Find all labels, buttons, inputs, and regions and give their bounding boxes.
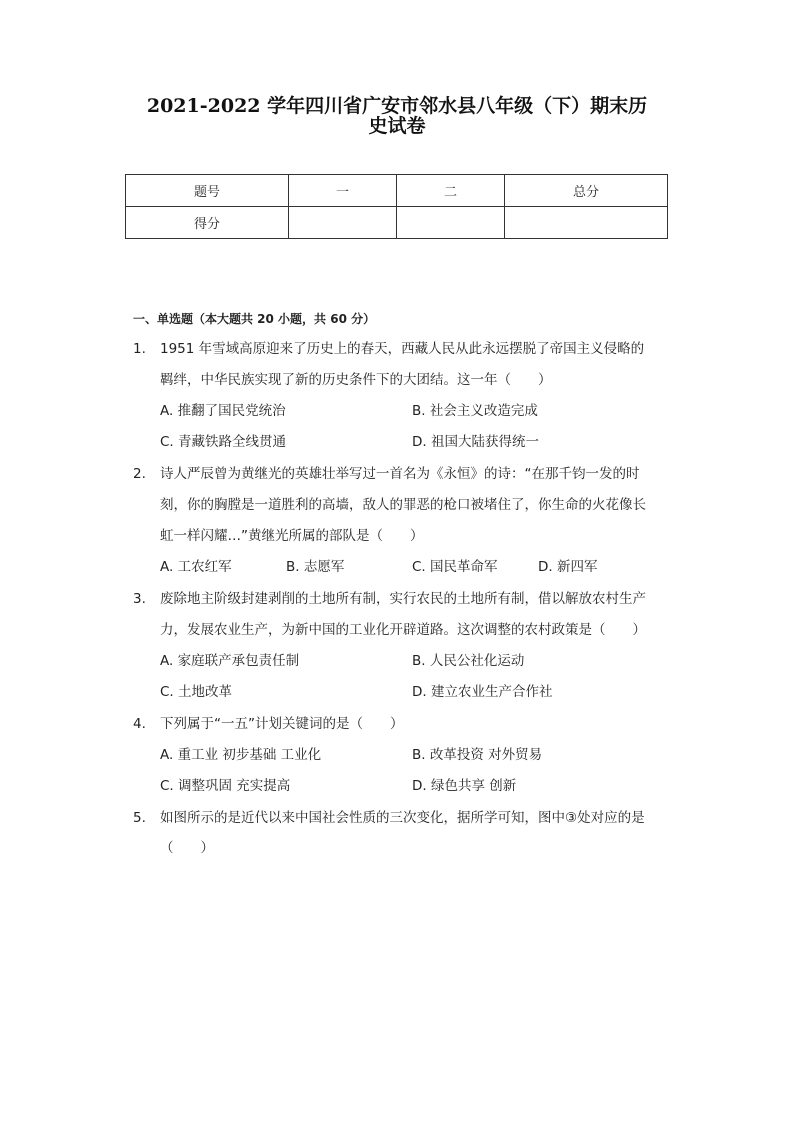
- document-title-line-2: 史试卷: [368, 115, 426, 137]
- question-number: 3.: [133, 591, 146, 607]
- score-table-header: 一: [289, 175, 397, 207]
- score-table-header: 题号: [126, 175, 289, 207]
- question-text-line: 下列属于“一五”计划关键词的是（ ）: [160, 716, 404, 732]
- answer-option-c: C. 土地改革: [160, 684, 233, 700]
- question-text-line: 废除地主阶级封建剥削的土地所有制，实行农民的土地所有制，借以解放农村生产: [160, 591, 646, 607]
- answer-option-d: D. 建立农业生产合作社: [412, 684, 553, 700]
- score-row-label: 得分: [126, 207, 289, 239]
- answer-option-a: A. 推翻了国民党统治: [160, 403, 286, 419]
- score-table-header: 总分: [505, 175, 668, 207]
- score-table-header: 二: [397, 175, 505, 207]
- answer-option-c: C. 调整巩固 充实提高: [160, 778, 291, 794]
- answer-option-d: D. 绿色共享 创新: [412, 778, 517, 794]
- question-text-line: 诗人严辰曾为黄继光的英雄壮举写过一首名为《永恒》的诗：“在那千钧一发的时: [160, 466, 640, 482]
- question-number: 1.: [133, 341, 146, 357]
- score-cell: [397, 207, 505, 239]
- score-cell: [505, 207, 668, 239]
- score-table: [125, 174, 668, 239]
- score-table-score-row: [126, 207, 668, 239]
- question-text-line: 虹一样闪耀…”黄继光所属的部队是（ ）: [160, 528, 424, 544]
- document-title-line-1: 2021-2022 学年四川省广安市邻水县八年级（下）期末历: [146, 95, 648, 117]
- score-table-header-row: [126, 175, 668, 207]
- question-number: 4.: [133, 716, 146, 732]
- answer-option-d: D. 祖国大陆获得统一: [412, 434, 539, 450]
- question-number: 2.: [133, 466, 146, 482]
- answer-option-a: A. 工农红军: [160, 559, 232, 575]
- question-number: 5.: [133, 810, 146, 826]
- answer-option-b: B. 人民公社化运动: [412, 653, 525, 669]
- answer-option-a: A. 重工业 初步基础 工业化: [160, 747, 322, 763]
- section-heading: 一、单选题（本大题共 20 小题，共 60 分）: [133, 312, 376, 326]
- question-text-line: 1951 年雪域高原迎来了历史上的春天，西藏人民从此永远摆脱了帝国主义侵略的: [160, 341, 645, 357]
- answer-option-c: C. 青藏铁路全线贯通: [160, 434, 287, 450]
- answer-option-b: B. 改革投资 对外贸易: [412, 747, 543, 763]
- answer-option-c: C. 国民革命军: [412, 559, 498, 575]
- question-text-line: 如图所示的是近代以来中国社会性质的三次变化，据所学可知，图中③处对应的是: [160, 810, 645, 826]
- question-text-line: 力，发展农业生产，为新中国的工业化开辟道路。这次调整的农村政策是（ ）: [160, 622, 646, 638]
- score-cell: [289, 207, 397, 239]
- question-text-line: （ ）: [160, 840, 214, 856]
- question-text-line: 刻，你的胸膛是一道胜利的高墙，敌人的罪恶的枪口被堵住了，你生命的火花像长: [160, 497, 646, 513]
- question-text-line: 羁绊，中华民族实现了新的历史条件下的大团结。这一年（ ）: [160, 372, 552, 388]
- answer-option-b: B. 志愿军: [286, 559, 345, 575]
- answer-option-b: B. 社会主义改造完成: [412, 403, 538, 419]
- answer-option-d: D. 新四军: [538, 559, 598, 575]
- answer-option-a: A. 家庭联产承包责任制: [160, 653, 300, 669]
